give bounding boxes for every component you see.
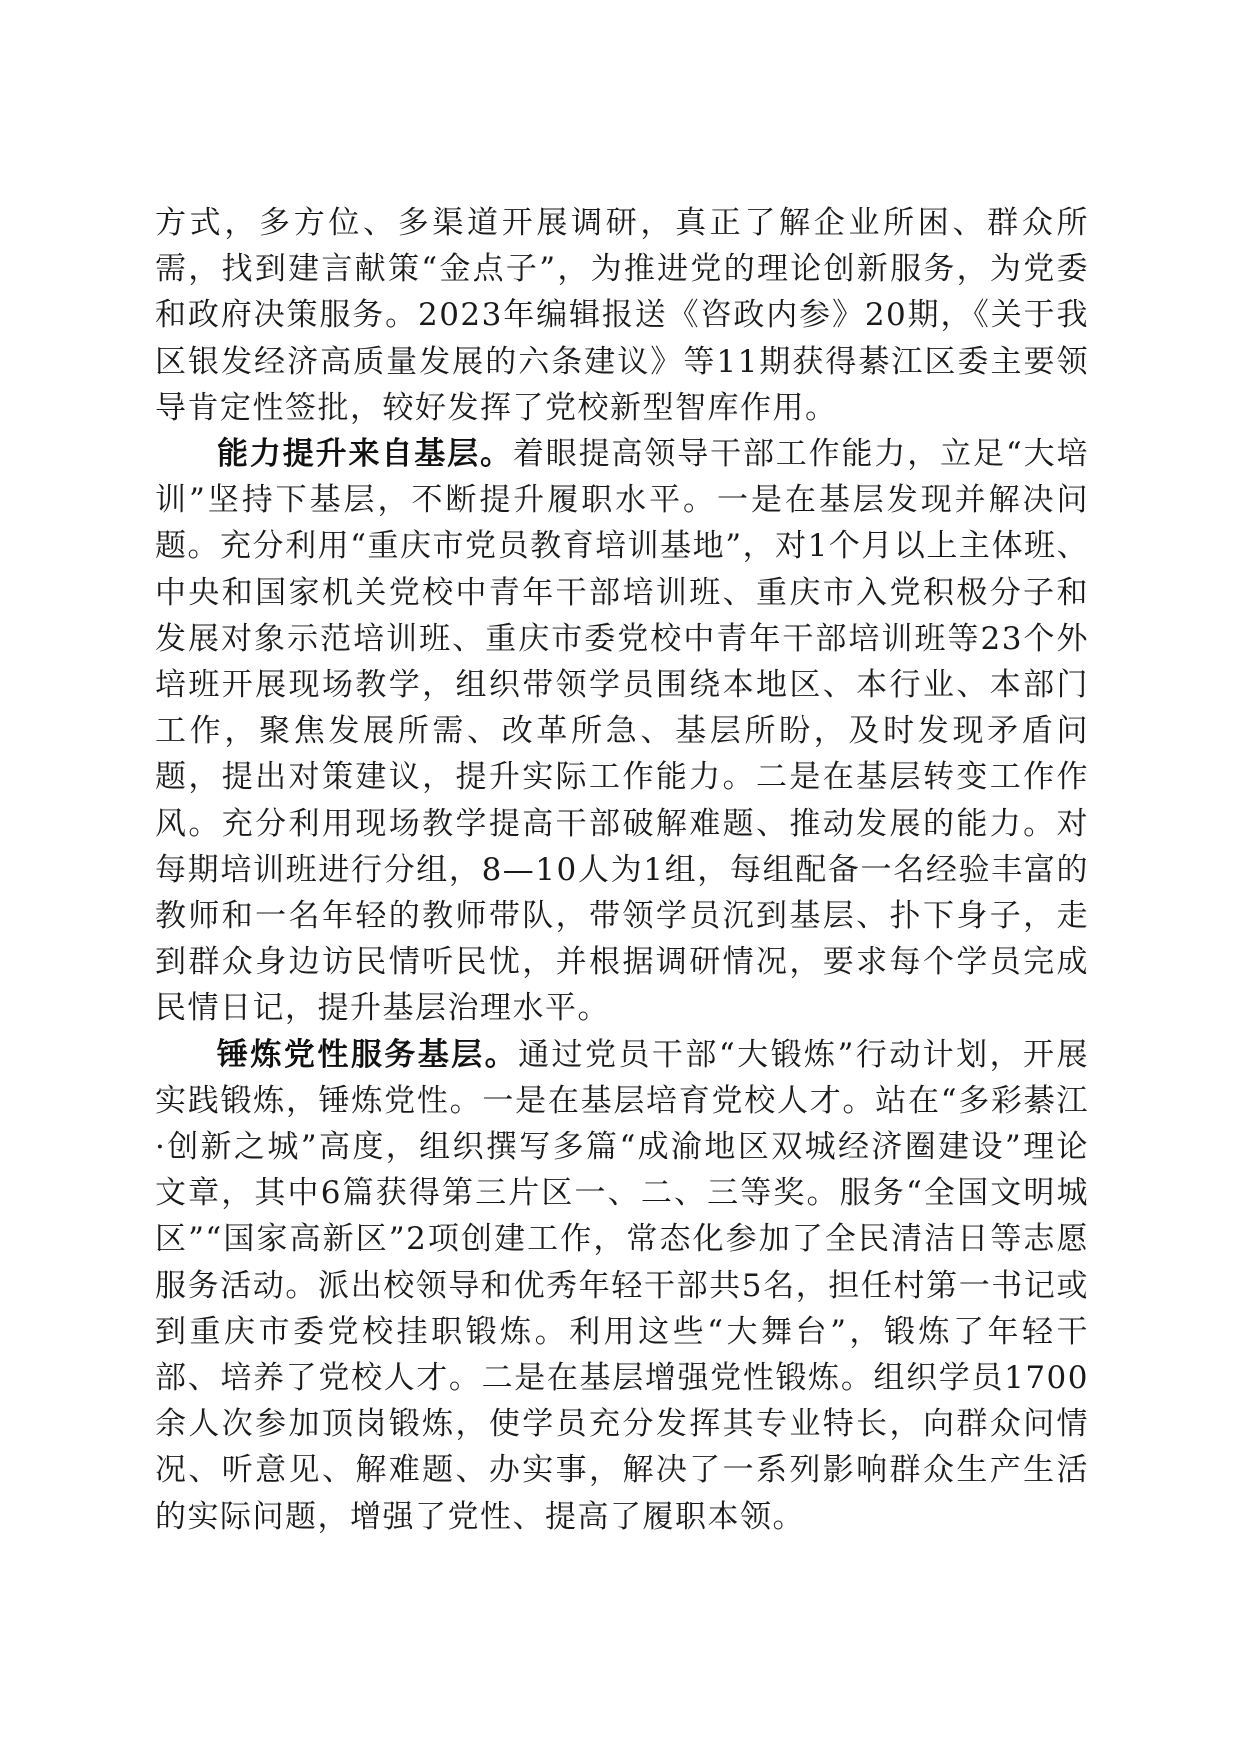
paragraph-text: 着眼提高领导干部工作能力，立足“大培训”坚持下基层，不断提升履职水平。一是在基层发现并解决问题。充分利用“重庆市党员教育培训基地”，对1个月以上主体班、中央和国家机关党校中青年干部培训班、重庆市入党积极分子和发展对象示范培训班、重庆市委党校中青年干部培训班等23个外培班开展现场教学，组织带领学员围绕本地区、本行业、本部门工作，聚焦发展所需、改革所急、基层所盼，及时发现矛盾问题，提出对策建议，提升实际工作能力。二是在基层转变工作作风。充分利用现场教学提高干部破解难题、推动发展的能力。对每期培训班进行分组，8—10人为1组，每组配备一名经验丰富的教师和一名年轻的教师带队，带领学员沉到基层、扑下身子，走到群众身边访民情听民忧，并根据调研情况，要求每个学员完成民情日记，提升基层治理水平。 bbox=[155, 436, 1089, 1027]
paragraph-heading: 锤炼党性服务基层。 bbox=[217, 1036, 519, 1073]
paragraph-party-spirit bbox=[155, 1032, 1089, 1540]
paragraph-continued bbox=[155, 200, 1089, 431]
paragraph-text: 方式，多方位、多渠道开展调研，真正了解企业所困、群众所需，找到建言献策“金点子”，为推进党的理论创新服务，为党委和政府决策服务。2023年编辑报送《咨政内参》20期，《关于我区银发经济高质量发展的六条建议》等11期获得綦江区委主要领导肯定性签批，较好发挥了党校新型智库作用。 bbox=[155, 205, 1089, 426]
paragraph-heading: 能力提升来自基层。 bbox=[217, 436, 513, 473]
paragraph-text: 通过党员干部“大锻炼”行动计划，开展实践锻炼，锤炼党性。一是在基层培育党校人才。站在“多彩綦江·创新之城”高度，组织撰写多篇“成渝地区双城经济圈建设”理论文章，其中6篇获得第三片区一、二、三等奖。服务“全国文明城区”“国家高新区”2项创建工作，常态化参加了全民清洁日等志愿服务活动。派出校领导和优秀年轻干部共5名，担任村第一书记或到重庆市委党校挂职锻炼。利用这些“大舞台”，锻炼了年轻干部、培养了党校人才。二是在基层增强党性锻炼。组织学员1700余人次参加顶岗锻炼，使学员充分发挥其专业特长，向群众问情况、听意见、解难题、办实事，解决了一系列影响群众生产生活的实际问题，增强了党性、提高了履职本领。 bbox=[155, 1036, 1090, 1535]
document-body bbox=[155, 200, 1089, 1540]
paragraph-capacity-building bbox=[155, 431, 1089, 1032]
